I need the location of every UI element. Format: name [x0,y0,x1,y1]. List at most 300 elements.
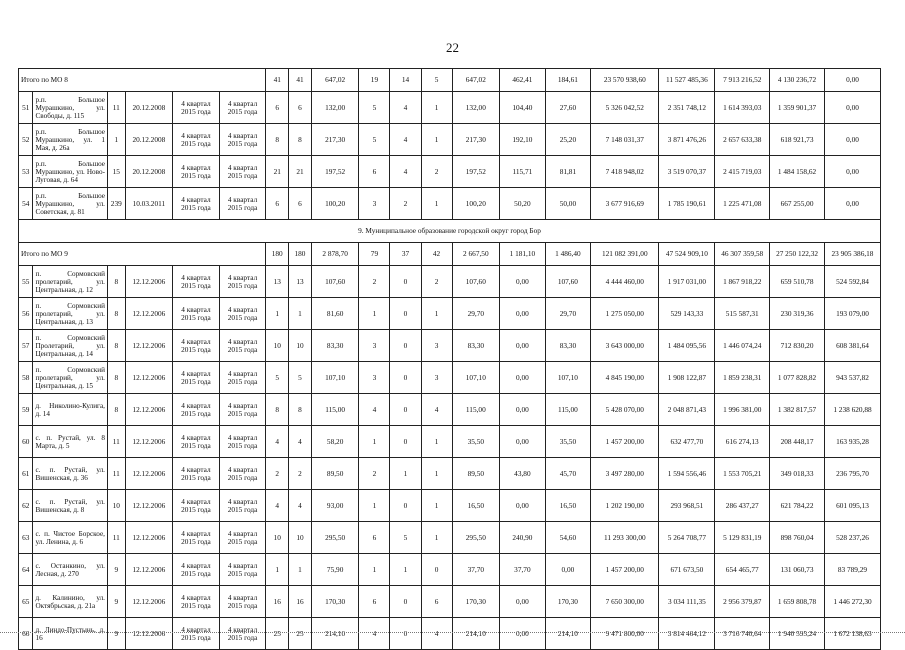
act-date: 12.12.2006 [125,298,173,330]
subtotal-cell: 7 913 216,52 [715,69,770,92]
value-cell: 7 148 031,37 [591,124,659,156]
value-cell: 5 [359,124,390,156]
subtotal-row [19,69,881,92]
value-cell: 1 [266,554,289,586]
value-cell: 2 [289,458,312,490]
value-cell: 107,10 [452,362,500,394]
act-number: 9 [107,586,125,618]
act-date: 12.12.2006 [125,586,173,618]
address-cell: с. п. Рустай, ул. 8 Марта, д. 5 [33,426,108,458]
table-row [19,362,881,394]
value-cell: 0,00 [500,426,546,458]
value-cell: 6 [266,92,289,124]
table-row [19,586,881,618]
act-date: 12.12.2006 [125,362,173,394]
value-cell: 0 [390,266,421,298]
value-cell: 1 457 200,00 [591,426,659,458]
value-cell: 236 795,70 [824,458,880,490]
value-cell: 529 143,33 [659,298,715,330]
value-cell: 286 437,27 [715,490,770,522]
subtotal-cell: 79 [359,243,390,266]
value-cell: 1 [359,490,390,522]
value-cell: 16 [266,586,289,618]
value-cell: 54,60 [545,522,591,554]
value-cell: 0,00 [500,266,546,298]
row-number: 65 [19,586,33,618]
value-cell: 4 [289,426,312,458]
demolition-date: 4 квартал 2015 года [219,458,266,490]
row-number: 52 [19,124,33,156]
row-number: 54 [19,188,33,220]
value-cell: 1 908 122,87 [659,362,715,394]
address-cell: с. п. Рустай, ул. Вишенская, д. 36 [33,458,108,490]
subtotal-cell: 180 [289,243,312,266]
section-row [19,220,881,243]
act-date: 12.12.2006 [125,266,173,298]
value-cell: 349 018,33 [770,458,825,490]
value-cell: 667 255,00 [770,188,825,220]
value-cell: 45,70 [545,458,591,490]
value-cell: 89,50 [452,458,500,490]
value-cell: 659 510,78 [770,266,825,298]
demolition-date: 4 квартал 2015 года [219,298,266,330]
value-cell: 616 274,13 [715,426,770,458]
value-cell: 1 [266,298,289,330]
value-cell: 10 [289,522,312,554]
value-cell: 83,30 [452,330,500,362]
row-number: 56 [19,298,33,330]
value-cell: 632 477,70 [659,426,715,458]
value-cell: 1 [421,426,452,458]
table-row [19,426,881,458]
value-cell: 9 471 800,00 [591,618,659,650]
value-cell: 170,30 [545,586,591,618]
value-cell: 1 996 381,00 [715,394,770,426]
address-cell: п. Сормовский пролетарий, ул. Центральная, д. 15 [33,362,108,394]
act-date: 20.12.2008 [125,156,173,188]
act-date: 12.12.2006 [125,490,173,522]
value-cell: 8 [266,124,289,156]
value-cell: 193 079,00 [824,298,880,330]
value-cell: 4 444 460,00 [591,266,659,298]
value-cell: 35,50 [545,426,591,458]
value-cell: 16,50 [545,490,591,522]
table-row [19,124,881,156]
value-cell: 2 [421,266,452,298]
demolition-date: 4 квартал 2015 года [219,554,266,586]
demolition-date: 4 квартал 2015 года [219,188,266,220]
act-date: 12.12.2006 [125,554,173,586]
planned-date: 4 квартал 2015 года [173,586,220,618]
demolition-date: 4 квартал 2015 года [219,586,266,618]
value-cell: 10 [289,330,312,362]
planned-date: 4 квартал 2015 года [173,362,220,394]
value-cell: 1 [359,298,390,330]
address-cell: р.п. Большое Мурашкино, ул. Свободы, д. 115 [33,92,108,124]
act-date: 12.12.2006 [125,426,173,458]
value-cell: 1 [421,298,452,330]
subtotal-cell: 41 [266,69,289,92]
value-cell: 1 867 918,22 [715,266,770,298]
table-row [19,188,881,220]
address-cell: п. Сормовский пролетарий, ул. Центральная, д. 12 [33,266,108,298]
act-date: 12.12.2006 [125,394,173,426]
value-cell: 6 [289,92,312,124]
value-cell: 1 446 074,24 [715,330,770,362]
planned-date: 4 квартал 2015 года [173,330,220,362]
value-cell: 37,70 [500,554,546,586]
value-cell: 100,20 [311,188,359,220]
value-cell: 7 650 300,00 [591,586,659,618]
value-cell: 100,20 [452,188,500,220]
value-cell: 5 264 708,77 [659,522,715,554]
value-cell: 93,00 [311,490,359,522]
value-cell: 83 789,29 [824,554,880,586]
value-cell: 6 [359,522,390,554]
act-number: 11 [107,522,125,554]
value-cell: 192,10 [500,124,546,156]
value-cell: 50,20 [500,188,546,220]
value-cell: 1 [421,188,452,220]
value-cell: 27,60 [545,92,591,124]
value-cell: 4 [421,618,452,650]
value-cell: 25 [266,618,289,650]
value-cell: 5 [359,92,390,124]
value-cell: 6 [359,156,390,188]
value-cell: 3 643 000,00 [591,330,659,362]
value-cell: 214,10 [452,618,500,650]
value-cell: 4 [289,490,312,522]
act-number: 8 [107,394,125,426]
row-number: 62 [19,490,33,522]
planned-date: 4 квартал 2015 года [173,188,220,220]
table-row [19,298,881,330]
value-cell: 1 [359,426,390,458]
value-cell: 0,00 [500,586,546,618]
value-cell: 4 [390,124,421,156]
value-cell: 197,52 [311,156,359,188]
value-cell: 83,30 [545,330,591,362]
demolition-date: 4 квартал 2015 года [219,618,266,650]
value-cell: 4 [390,156,421,188]
row-number: 53 [19,156,33,188]
table-row [19,330,881,362]
demolition-date: 4 квартал 2015 года [219,156,266,188]
demolition-date: 4 квартал 2015 года [219,426,266,458]
act-date: 20.12.2008 [125,92,173,124]
value-cell: 2 [359,458,390,490]
demolition-date: 4 квартал 2015 года [219,266,266,298]
value-cell: 0,00 [824,92,880,124]
value-cell: 11 293 300,00 [591,522,659,554]
value-cell: 3 497 280,00 [591,458,659,490]
planned-date: 4 квартал 2015 года [173,554,220,586]
value-cell: 115,71 [500,156,546,188]
value-cell: 217,30 [311,124,359,156]
value-cell: 293 968,51 [659,490,715,522]
value-cell: 208 448,17 [770,426,825,458]
subtotal-cell: 0,00 [824,69,880,92]
value-cell: 601 095,13 [824,490,880,522]
act-date: 12.12.2006 [125,330,173,362]
value-cell: 1 077 828,82 [770,362,825,394]
address-cell: п. Сормовский Пролетарий, ул. Центральная, д. 14 [33,330,108,362]
demolition-date: 4 квартал 2015 года [219,490,266,522]
subtotal-label: Итого по МО 8 [19,69,266,92]
row-number: 57 [19,330,33,362]
act-number: 8 [107,362,125,394]
value-cell: 0,00 [824,124,880,156]
demolition-date: 4 квартал 2015 года [219,124,266,156]
address-cell: д. Линдо-Пустынь, д. 16 [33,618,108,650]
value-cell: 1 594 556,46 [659,458,715,490]
row-number: 63 [19,522,33,554]
act-date: 12.12.2006 [125,458,173,490]
value-cell: 2 [359,266,390,298]
demolition-date: 4 квартал 2015 года [219,522,266,554]
value-cell: 13 [289,266,312,298]
subtotal-label: Итого по МО 9 [19,243,266,266]
act-number: 11 [107,458,125,490]
value-cell: 1 382 817,57 [770,394,825,426]
value-cell: 5 326 042,52 [591,92,659,124]
act-number: 11 [107,92,125,124]
row-number: 61 [19,458,33,490]
row-number: 51 [19,92,33,124]
value-cell: 4 845 190,00 [591,362,659,394]
row-number: 66 [19,618,33,650]
value-cell: 107,60 [545,266,591,298]
value-cell: 6 [359,586,390,618]
address-cell: с. п. Рустай, ул. Вишенская, д. 8 [33,490,108,522]
value-cell: 1 484 095,56 [659,330,715,362]
act-number: 9 [107,618,125,650]
subtotal-cell: 5 [421,69,452,92]
address-cell: р.п. Большое Мурашкино, ул. Ново-Луговая, д. 64 [33,156,108,188]
subtotal-cell: 647,02 [452,69,500,92]
planned-date: 4 квартал 2015 года [173,266,220,298]
value-cell: 132,00 [452,92,500,124]
value-cell: 2 657 633,38 [715,124,770,156]
planned-date: 4 квартал 2015 года [173,490,220,522]
act-number: 11 [107,426,125,458]
value-cell: 81,81 [545,156,591,188]
subtotal-cell: 180 [266,243,289,266]
value-cell: 4 [359,618,390,650]
value-cell: 2 351 748,12 [659,92,715,124]
value-cell: 131 060,73 [770,554,825,586]
value-cell: 230 319,36 [770,298,825,330]
value-cell: 83,30 [311,330,359,362]
scan-edge-bottom [0,632,905,635]
value-cell: 2 [421,156,452,188]
value-cell: 1 225 471,08 [715,188,770,220]
address-cell: р.п. Большое Мурашкино, ул. 1 Мая, д. 26а [33,124,108,156]
value-cell: 295,50 [311,522,359,554]
value-cell: 2 048 871,43 [659,394,715,426]
value-cell: 0 [390,298,421,330]
value-cell: 1 940 595,24 [770,618,825,650]
address-cell: с. п. Чистое Борское, ул. Ленина, д. 6 [33,522,108,554]
value-cell: 21 [289,156,312,188]
value-cell: 1 275 050,00 [591,298,659,330]
value-cell: 3 677 916,69 [591,188,659,220]
value-cell: 1 [421,490,452,522]
value-cell: 4 [359,394,390,426]
value-cell: 214,10 [311,618,359,650]
row-number: 60 [19,426,33,458]
scan-edge-top [0,0,905,2]
resettlement-table [18,68,881,650]
act-date: 12.12.2006 [125,522,173,554]
planned-date: 4 квартал 2015 года [173,298,220,330]
demolition-date: 4 квартал 2015 года [219,394,266,426]
value-cell: 621 784,22 [770,490,825,522]
value-cell: 671 673,50 [659,554,715,586]
subtotal-cell: 37 [390,243,421,266]
value-cell: 1 202 190,00 [591,490,659,522]
subtotal-cell: 2 878,70 [311,243,359,266]
value-cell: 524 592,84 [824,266,880,298]
value-cell: 217,30 [452,124,500,156]
value-cell: 295,50 [452,522,500,554]
table-row [19,156,881,188]
subtotal-cell: 11 527 485,36 [659,69,715,92]
value-cell: 35,50 [452,426,500,458]
value-cell: 50,00 [545,188,591,220]
demolition-date: 4 квартал 2015 года [219,92,266,124]
row-number: 55 [19,266,33,298]
value-cell: 2 [390,188,421,220]
value-cell: 712 830,20 [770,330,825,362]
value-cell: 0,00 [824,188,880,220]
value-cell: 2 415 719,03 [715,156,770,188]
value-cell: 58,20 [311,426,359,458]
value-cell: 132,00 [311,92,359,124]
act-number: 10 [107,490,125,522]
value-cell: 1 785 190,61 [659,188,715,220]
page-number: 22 [446,40,459,55]
value-cell: 3 [421,330,452,362]
address-cell: д. Николино-Кулига, д. 14 [33,394,108,426]
subtotal-cell: 47 524 909,10 [659,243,715,266]
planned-date: 4 квартал 2015 года [173,522,220,554]
act-number: 9 [107,554,125,586]
value-cell: 214,10 [545,618,591,650]
table-row [19,554,881,586]
value-cell: 0 [390,490,421,522]
value-cell: 608 381,64 [824,330,880,362]
table-row [19,394,881,426]
value-cell: 654 465,77 [715,554,770,586]
value-cell: 107,60 [311,266,359,298]
value-cell: 2 956 379,87 [715,586,770,618]
value-cell: 3 [359,330,390,362]
value-cell: 37,70 [452,554,500,586]
value-cell: 115,00 [311,394,359,426]
address-cell: п. Сормовский пролетарий, ул. Центральная, д. 13 [33,298,108,330]
value-cell: 3 716 740,64 [715,618,770,650]
value-cell: 197,52 [452,156,500,188]
table-row [19,522,881,554]
subtotal-cell: 121 082 391,00 [591,243,659,266]
planned-date: 4 квартал 2015 года [173,458,220,490]
value-cell: 43,80 [500,458,546,490]
table-row [19,92,881,124]
row-number: 59 [19,394,33,426]
value-cell: 1 359 901,37 [770,92,825,124]
value-cell: 0,00 [500,490,546,522]
table-row [19,490,881,522]
value-cell: 5 129 831,19 [715,522,770,554]
value-cell: 1 659 808,78 [770,586,825,618]
value-cell: 1 [289,554,312,586]
value-cell: 1 [390,554,421,586]
value-cell: 0,00 [500,394,546,426]
value-cell: 3 034 111,35 [659,586,715,618]
demolition-date: 4 квартал 2015 года [219,330,266,362]
row-number: 64 [19,554,33,586]
value-cell: 75,90 [311,554,359,586]
value-cell: 21 [266,156,289,188]
value-cell: 13 [266,266,289,298]
value-cell: 16 [289,586,312,618]
value-cell: 8 [289,394,312,426]
value-cell: 8 [266,394,289,426]
value-cell: 2 [266,458,289,490]
address-cell: с. Останкино, ул. Лесная, д. 270 [33,554,108,586]
value-cell: 1 859 238,31 [715,362,770,394]
subtotal-cell: 184,61 [545,69,591,92]
value-cell: 3 [359,188,390,220]
value-cell: 5 428 070,00 [591,394,659,426]
value-cell: 1 917 031,00 [659,266,715,298]
value-cell: 0,00 [824,156,880,188]
subtotal-cell: 23 570 938,60 [591,69,659,92]
value-cell: 5 [390,522,421,554]
value-cell: 29,70 [452,298,500,330]
address-cell: д. Калинино, ул. Октябрьская, д. 21а [33,586,108,618]
act-number: 8 [107,298,125,330]
planned-date: 4 квартал 2015 года [173,394,220,426]
value-cell: 1 446 272,30 [824,586,880,618]
value-cell: 29,70 [545,298,591,330]
value-cell: 5 [289,362,312,394]
subtotal-cell: 27 250 122,32 [770,243,825,266]
value-cell: 1 [359,554,390,586]
act-date: 10.03.2011 [125,188,173,220]
table-row [19,458,881,490]
value-cell: 0 [390,586,421,618]
value-cell: 0,00 [500,362,546,394]
value-cell: 1 [421,124,452,156]
section-title: 9. Муниципальное образование городской округ город Бор [19,220,881,243]
subtotal-cell: 42 [421,243,452,266]
value-cell: 1 614 393,03 [715,92,770,124]
value-cell: 6 [289,188,312,220]
planned-date: 4 квартал 2015 года [173,124,220,156]
value-cell: 1 [289,298,312,330]
value-cell: 1 553 705,21 [715,458,770,490]
value-cell: 6 [266,188,289,220]
value-cell: 3 [421,362,452,394]
subtotal-row [19,243,881,266]
value-cell: 3 [359,362,390,394]
value-cell: 104,40 [500,92,546,124]
subtotal-cell: 19 [359,69,390,92]
value-cell: 107,60 [452,266,500,298]
subtotal-cell: 23 905 386,18 [824,243,880,266]
